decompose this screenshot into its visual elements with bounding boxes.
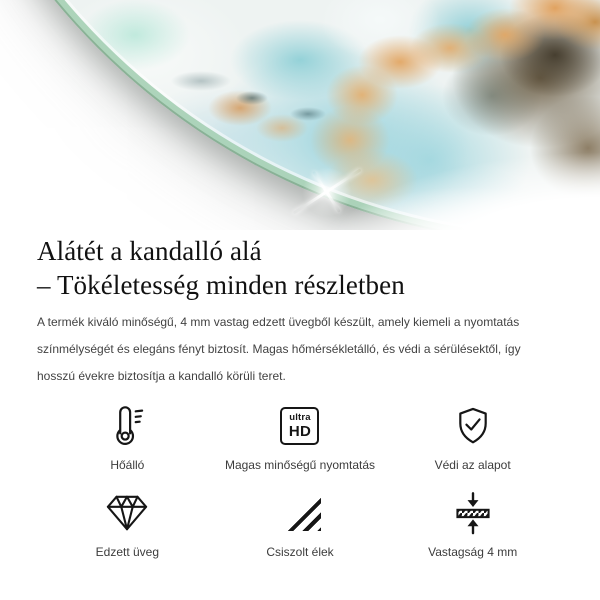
title-line-1: Alátét a kandalló alá — [37, 236, 262, 266]
diamond-icon — [104, 490, 150, 536]
feature-label: Magas minőségű nyomtatás — [224, 458, 376, 472]
thickness-icon — [451, 490, 495, 536]
product-info-section — [0, 230, 600, 559]
description-line-3: hosszú évekre biztosítja a kandalló körüli teret. — [37, 369, 286, 383]
ultra-hd-icon-text-bottom: HD — [288, 422, 312, 440]
feature-thickness — [386, 490, 559, 559]
page-title — [37, 234, 563, 302]
shield-check-icon — [452, 403, 494, 449]
title-line-2: – Tökéletesség minden részletben — [37, 270, 405, 300]
feature-protects-base — [386, 403, 559, 472]
feature-label: Edzett üveg — [95, 545, 160, 559]
description-line-2: színmélységét és elegáns fényt biztosít. Magas hőmérsékletálló, és védi a sérülésektől, így — [37, 342, 521, 356]
glass-hearth-pad-photo — [0, 0, 600, 230]
feature-heat-resistant — [41, 403, 214, 472]
feature-label: Védi az alapot — [434, 458, 511, 472]
thermometer-icon — [105, 403, 149, 449]
feature-label: Vastagság 4 mm — [428, 545, 518, 559]
ultra-hd-icon — [280, 403, 319, 449]
product-hero-section — [0, 0, 600, 230]
ultra-hd-icon-text-top: ultra — [289, 412, 311, 424]
polished-edges-icon — [279, 490, 321, 536]
feature-tempered-glass — [41, 490, 214, 559]
description-line-1: A termék kiváló minőségű, 4 mm vastag edzett üvegből készült, amely kiemeli a nyomtatás — [37, 315, 520, 329]
feature-high-quality-print — [214, 403, 387, 472]
product-description — [37, 309, 563, 390]
feature-label: Csiszolt élek — [266, 545, 334, 559]
feature-label: Hőálló — [110, 458, 145, 472]
feature-grid — [37, 403, 563, 559]
feature-polished-edges — [214, 490, 387, 559]
